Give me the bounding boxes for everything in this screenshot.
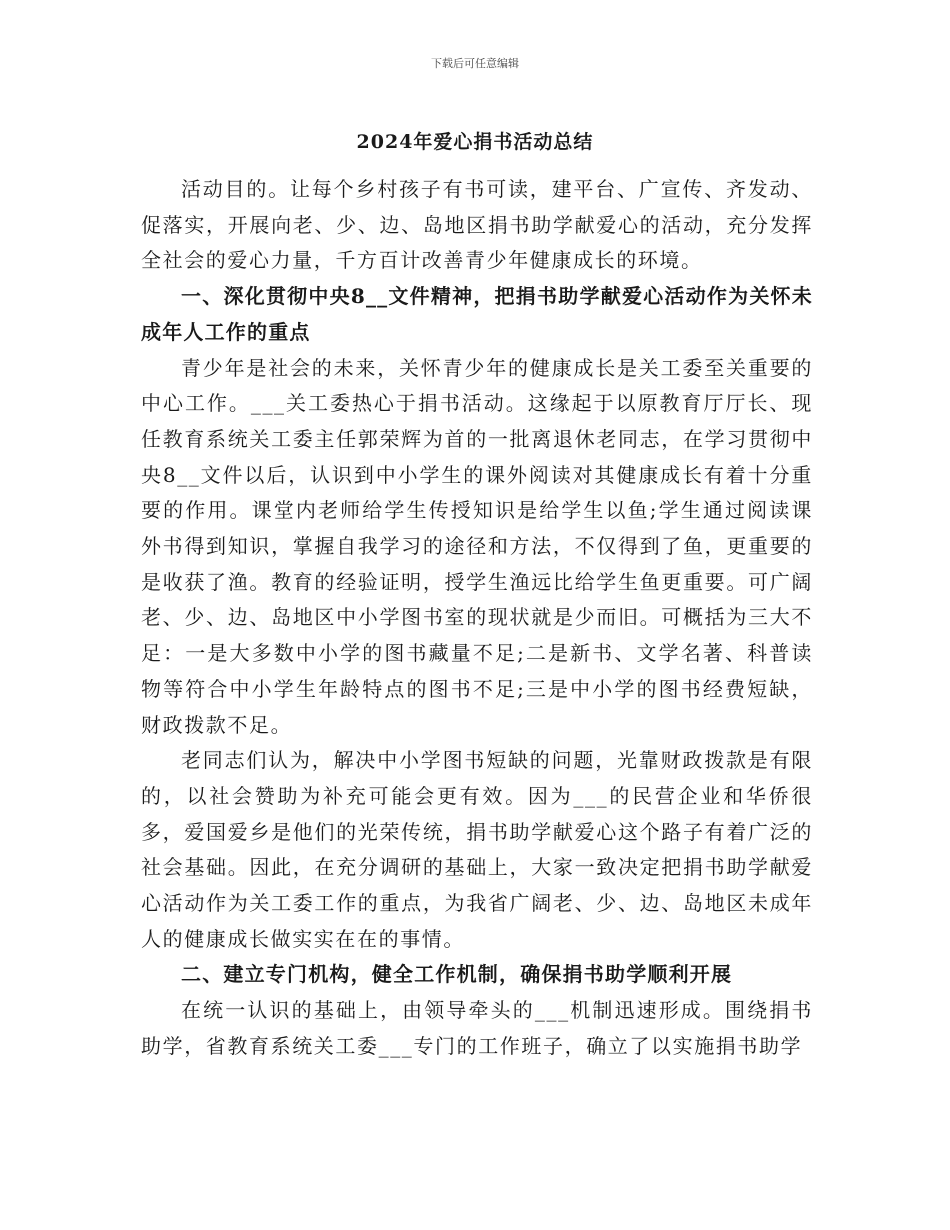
paragraph-mechanism: 在统一认识的基础上，由领导牵头的___机制迅速形成。围绕捐书助学，省教育系统关工委___专门的工作班子，确立了以实施捐书助学 bbox=[141, 998, 813, 1058]
paragraph-decision: 老同志们认为，解决中小学图书短缺的问题，光靠财政拨款是有限的，以社会赞助为补充可能会更有效。因为___的民营企业和华侨很多，爱国爱乡是他们的光荣传统，捐书助学献爱心这个路子有着广泛的社会基础。因此，在充分调研的基础上，大家一致决定把捐书助学献爱心活动作为关工委工作的重点，为我省广阔老、少、边、岛地区未成年人的健康成长做实实在在的事情。 bbox=[141, 748, 813, 951]
section-heading-2: 二、建立专门机构，健全工作机制，确保捐书助学顺利开展 bbox=[181, 962, 733, 987]
document-body bbox=[141, 172, 813, 1065]
section-heading-1: 一、深化贯彻中央8__文件精神，把捐书助学献爱心活动作为关怀未成年人工作的重点 bbox=[141, 284, 813, 344]
paragraph-purpose: 活动目的。让每个乡村孩子有书可读，建平台、广宣传、齐发动、促落实，开展向老、少、边、岛地区捐书助学献爱心的活动，充分发挥全社会的爱心力量，千方百计改善青少年健康成长的环境。 bbox=[141, 177, 813, 273]
header-note: 下载后可任意编辑 bbox=[431, 57, 519, 70]
document-title: 2024年爱心捐书活动总结 bbox=[356, 131, 594, 153]
paragraph-background: 青少年是社会的未来，关怀青少年的健康成长是关工委至关重要的中心工作。___关工委热心于捐书活动。这缘起于以原教育厅厅长、现任教育系统关工委主任郭荣辉为首的一批离退休老同志，在学习贯彻中央8__文件以后，认识到中小学生的课外阅读对其健康成长有着十分重要的作用。课堂内老师给学生传授知识是给学生以鱼;学生通过阅读课外书得到知识，掌握自我学习的途径和方法，不仅得到了鱼，更重要的是收获了渔。教育的经验证明，授学生渔远比给学生鱼更重要。可广阔老、少、边、岛地区中小学图书室的现状就是少而旧。可概括为三大不足：一是大多数中小学的图书藏量不足;二是新书、文学名著、科普读物等符合中小学生年龄特点的图书不足;三是中小学的图书经费短缺，财政拨款不足。 bbox=[141, 355, 813, 737]
